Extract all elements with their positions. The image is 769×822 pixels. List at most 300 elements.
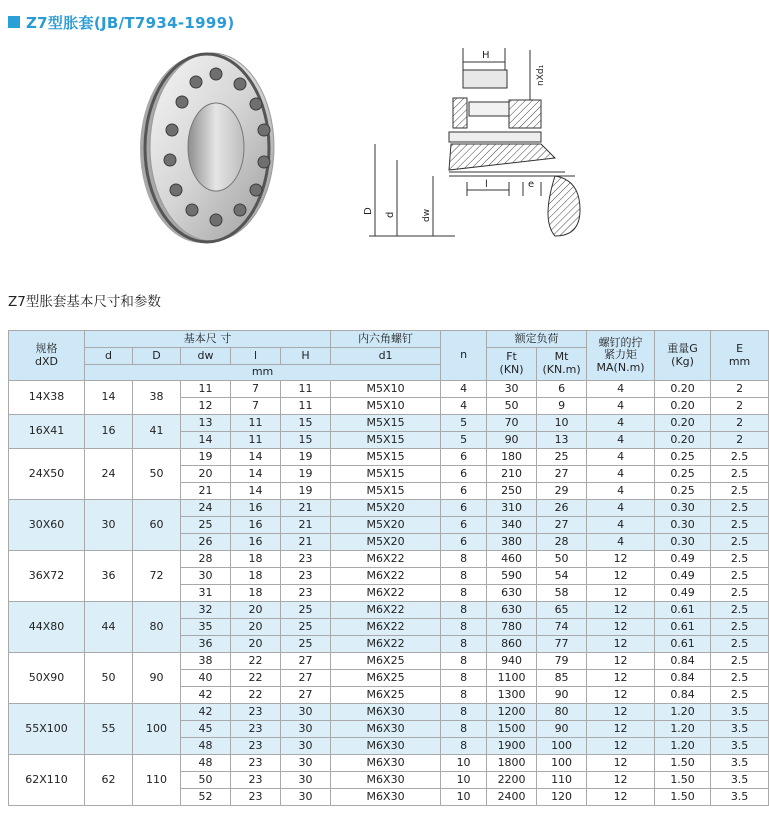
col-ft-header: Ft (KN) [487, 348, 537, 381]
cell-dw: 40 [181, 670, 231, 687]
col-e-header: E mm [711, 331, 769, 381]
cell-d: 14 [85, 381, 133, 415]
cell-l: 20 [231, 602, 281, 619]
dim-H-label: H [482, 50, 490, 61]
cell-mt: 110 [537, 772, 587, 789]
cell-n: 10 [441, 789, 487, 806]
col-mm-unit-header: mm [85, 365, 441, 381]
cell-e: 2.5 [711, 466, 769, 483]
cell-n: 4 [441, 381, 487, 398]
cell-weight: 1.50 [655, 755, 711, 772]
cell-e: 2.5 [711, 500, 769, 517]
cell-spec: 44X80 [9, 602, 85, 653]
cell-d1: M5X15 [331, 449, 441, 466]
cell-e: 3.5 [711, 721, 769, 738]
col-mt-header: Mt (KN.m) [537, 348, 587, 381]
cell-torque: 4 [587, 500, 655, 517]
cell-torque: 12 [587, 636, 655, 653]
cell-H: 30 [281, 755, 331, 772]
cell-torque: 12 [587, 721, 655, 738]
cell-weight: 0.25 [655, 449, 711, 466]
cell-ft: 1900 [487, 738, 537, 755]
cell-ft: 250 [487, 483, 537, 500]
cell-torque: 12 [587, 789, 655, 806]
cell-ft: 630 [487, 585, 537, 602]
cell-D: 50 [133, 449, 181, 500]
cell-n: 4 [441, 398, 487, 415]
cell-e: 2.5 [711, 670, 769, 687]
cell-ft: 2200 [487, 772, 537, 789]
cell-H: 30 [281, 721, 331, 738]
col-d1-header: d1 [331, 348, 441, 365]
cell-torque: 12 [587, 772, 655, 789]
cell-H: 19 [281, 466, 331, 483]
cell-e: 3.5 [711, 704, 769, 721]
cell-n: 10 [441, 772, 487, 789]
cell-spec: 50X90 [9, 653, 85, 704]
cell-D: 41 [133, 415, 181, 449]
cell-torque: 12 [587, 704, 655, 721]
cell-ft: 30 [487, 381, 537, 398]
cell-mt: 9 [537, 398, 587, 415]
cell-H: 15 [281, 432, 331, 449]
cell-l: 11 [231, 432, 281, 449]
cell-weight: 0.61 [655, 619, 711, 636]
table-row [9, 449, 769, 466]
cell-mt: 27 [537, 517, 587, 534]
cell-dw: 42 [181, 704, 231, 721]
cell-dw: 14 [181, 432, 231, 449]
cell-ft: 630 [487, 602, 537, 619]
cell-e: 2.5 [711, 687, 769, 704]
cell-weight: 0.25 [655, 483, 711, 500]
table-row [9, 551, 769, 568]
cell-n: 8 [441, 636, 487, 653]
cell-D: 60 [133, 500, 181, 551]
cell-H: 19 [281, 449, 331, 466]
cell-H: 23 [281, 551, 331, 568]
cell-e: 2.5 [711, 551, 769, 568]
cell-mt: 77 [537, 636, 587, 653]
cell-d: 24 [85, 449, 133, 500]
cell-ft: 310 [487, 500, 537, 517]
cell-ft: 780 [487, 619, 537, 636]
cell-ft: 90 [487, 432, 537, 449]
cell-dw: 20 [181, 466, 231, 483]
cell-mt: 50 [537, 551, 587, 568]
cell-D: 72 [133, 551, 181, 602]
cell-d1: M6X22 [331, 568, 441, 585]
cell-l: 23 [231, 789, 281, 806]
cell-torque: 4 [587, 534, 655, 551]
cell-d1: M5X15 [331, 483, 441, 500]
dim-d-label: d [385, 211, 396, 218]
cell-e: 2.5 [711, 585, 769, 602]
cell-mt: 90 [537, 687, 587, 704]
cell-n: 8 [441, 670, 487, 687]
cell-mt: 90 [537, 721, 587, 738]
cell-d1: M5X20 [331, 534, 441, 551]
cell-H: 23 [281, 585, 331, 602]
cell-torque: 4 [587, 449, 655, 466]
cell-d1: M5X10 [331, 381, 441, 398]
cell-e: 2.5 [711, 653, 769, 670]
cell-e: 2.5 [711, 517, 769, 534]
cell-ft: 1300 [487, 687, 537, 704]
cell-d: 55 [85, 704, 133, 755]
cell-weight: 0.49 [655, 568, 711, 585]
cell-dw: 24 [181, 500, 231, 517]
cell-weight: 0.30 [655, 517, 711, 534]
cell-d: 44 [85, 602, 133, 653]
cell-d1: M6X25 [331, 687, 441, 704]
cell-weight: 1.20 [655, 704, 711, 721]
cell-e: 2 [711, 432, 769, 449]
cell-l: 16 [231, 534, 281, 551]
table-title: Z7型胀套基本尺寸和参数 [8, 294, 161, 310]
cell-torque: 4 [587, 483, 655, 500]
cell-dw: 45 [181, 721, 231, 738]
cell-ft: 860 [487, 636, 537, 653]
cell-e: 2.5 [711, 619, 769, 636]
cell-l: 18 [231, 551, 281, 568]
dim-l-label: l [485, 179, 488, 190]
cell-dw: 48 [181, 738, 231, 755]
cell-H: 30 [281, 789, 331, 806]
cell-H: 23 [281, 568, 331, 585]
cell-dw: 35 [181, 619, 231, 636]
cell-l: 23 [231, 755, 281, 772]
cell-H: 11 [281, 381, 331, 398]
cell-spec: 36X72 [9, 551, 85, 602]
cell-d1: M5X15 [331, 432, 441, 449]
cell-n: 8 [441, 653, 487, 670]
cell-weight: 1.20 [655, 721, 711, 738]
cell-D: 80 [133, 602, 181, 653]
cell-l: 18 [231, 585, 281, 602]
cell-d1: M6X30 [331, 789, 441, 806]
cell-n: 6 [441, 517, 487, 534]
cell-l: 16 [231, 517, 281, 534]
cell-weight: 0.84 [655, 670, 711, 687]
cell-mt: 28 [537, 534, 587, 551]
cell-e: 2.5 [711, 483, 769, 500]
cell-dw: 50 [181, 772, 231, 789]
cell-H: 30 [281, 772, 331, 789]
cell-mt: 54 [537, 568, 587, 585]
cell-mt: 10 [537, 415, 587, 432]
cell-spec: 16X41 [9, 415, 85, 449]
cell-e: 3.5 [711, 738, 769, 755]
cell-dw: 52 [181, 789, 231, 806]
cell-ft: 460 [487, 551, 537, 568]
heading-square-icon [8, 16, 20, 28]
cell-weight: 0.20 [655, 381, 711, 398]
cell-e: 2 [711, 398, 769, 415]
cell-mt: 65 [537, 602, 587, 619]
cell-H: 21 [281, 500, 331, 517]
cell-e: 2.5 [711, 602, 769, 619]
cell-l: 16 [231, 500, 281, 517]
cell-d1: M6X30 [331, 772, 441, 789]
cell-d: 62 [85, 755, 133, 806]
cell-d: 30 [85, 500, 133, 551]
cell-mt: 26 [537, 500, 587, 517]
cell-ft: 340 [487, 517, 537, 534]
cell-ft: 380 [487, 534, 537, 551]
cell-weight: 0.30 [655, 500, 711, 517]
col-d-header: d [85, 348, 133, 365]
cell-D: 90 [133, 653, 181, 704]
col-weight-header: 重量G (Kg) [655, 331, 711, 381]
cell-d1: M5X10 [331, 398, 441, 415]
cell-d1: M6X25 [331, 653, 441, 670]
cell-n: 6 [441, 534, 487, 551]
cell-weight: 0.61 [655, 636, 711, 653]
cell-e: 2.5 [711, 636, 769, 653]
cell-H: 19 [281, 483, 331, 500]
cell-n: 8 [441, 585, 487, 602]
cell-l: 23 [231, 738, 281, 755]
cell-H: 21 [281, 534, 331, 551]
col-screw-header: 内六角螺钉 [331, 331, 441, 348]
cell-torque: 4 [587, 381, 655, 398]
cell-d: 16 [85, 415, 133, 449]
cell-mt: 27 [537, 466, 587, 483]
cell-l: 20 [231, 619, 281, 636]
cell-H: 30 [281, 704, 331, 721]
col-H-header: H [281, 348, 331, 365]
cell-H: 27 [281, 670, 331, 687]
cell-D: 100 [133, 704, 181, 755]
cell-n: 10 [441, 755, 487, 772]
dim-e-label: e [528, 179, 535, 190]
table-row [9, 381, 769, 398]
col-spec-header: 规格 dXD [9, 331, 85, 381]
col-dw-header: dw [181, 348, 231, 365]
cell-H: 30 [281, 738, 331, 755]
cell-mt: 85 [537, 670, 587, 687]
cell-d1: M6X22 [331, 602, 441, 619]
cell-e: 3.5 [711, 772, 769, 789]
cell-torque: 4 [587, 432, 655, 449]
cell-D: 110 [133, 755, 181, 806]
cell-dw: 11 [181, 381, 231, 398]
cell-d1: M6X22 [331, 585, 441, 602]
cell-torque: 4 [587, 466, 655, 483]
cell-d1: M5X15 [331, 466, 441, 483]
cell-ft: 1200 [487, 704, 537, 721]
cell-e: 2.5 [711, 449, 769, 466]
cell-torque: 4 [587, 415, 655, 432]
cell-H: 27 [281, 653, 331, 670]
cell-d1: M6X22 [331, 636, 441, 653]
cell-n: 8 [441, 687, 487, 704]
cell-mt: 100 [537, 738, 587, 755]
cell-d1: M6X22 [331, 551, 441, 568]
cell-l: 23 [231, 704, 281, 721]
cell-ft: 210 [487, 466, 537, 483]
dim-D-label: D [363, 207, 374, 215]
cell-e: 3.5 [711, 789, 769, 806]
cell-e: 2.5 [711, 568, 769, 585]
table-row [9, 602, 769, 619]
col-basic-dims-header: 基本尺 寸 [85, 331, 331, 348]
cell-e: 2 [711, 381, 769, 398]
cell-d: 50 [85, 653, 133, 704]
cell-H: 25 [281, 636, 331, 653]
cell-n: 8 [441, 568, 487, 585]
col-rated-load-header: 额定负荷 [487, 331, 587, 348]
cell-H: 27 [281, 687, 331, 704]
cell-torque: 12 [587, 551, 655, 568]
cell-d1: M6X22 [331, 619, 441, 636]
cell-l: 7 [231, 381, 281, 398]
cell-mt: 120 [537, 789, 587, 806]
cell-weight: 0.49 [655, 585, 711, 602]
cell-n: 6 [441, 466, 487, 483]
cell-n: 8 [441, 738, 487, 755]
cell-dw: 12 [181, 398, 231, 415]
cell-n: 8 [441, 619, 487, 636]
cell-dw: 19 [181, 449, 231, 466]
cell-weight: 1.50 [655, 772, 711, 789]
cell-dw: 38 [181, 653, 231, 670]
cell-weight: 0.20 [655, 432, 711, 449]
cell-ft: 50 [487, 398, 537, 415]
cell-mt: 80 [537, 704, 587, 721]
cell-l: 18 [231, 568, 281, 585]
cell-torque: 4 [587, 517, 655, 534]
cell-ft: 1100 [487, 670, 537, 687]
table-row [9, 415, 769, 432]
cell-dw: 31 [181, 585, 231, 602]
spec-table [8, 330, 769, 806]
cell-H: 21 [281, 517, 331, 534]
cell-weight: 0.49 [655, 551, 711, 568]
dim-nxd-label: nXd₁ [536, 64, 546, 86]
cell-n: 6 [441, 449, 487, 466]
cell-torque: 4 [587, 398, 655, 415]
cell-l: 23 [231, 772, 281, 789]
col-D-header: D [133, 348, 181, 365]
cell-d1: M6X30 [331, 738, 441, 755]
cell-n: 8 [441, 602, 487, 619]
cell-dw: 26 [181, 534, 231, 551]
cell-e: 3.5 [711, 755, 769, 772]
cell-d1: M6X30 [331, 704, 441, 721]
cell-weight: 0.84 [655, 653, 711, 670]
cell-weight: 0.25 [655, 466, 711, 483]
cell-ft: 940 [487, 653, 537, 670]
cell-n: 8 [441, 551, 487, 568]
cell-n: 5 [441, 415, 487, 432]
cell-torque: 12 [587, 738, 655, 755]
cell-n: 6 [441, 500, 487, 517]
cell-mt: 29 [537, 483, 587, 500]
cell-ft: 2400 [487, 789, 537, 806]
cell-l: 23 [231, 721, 281, 738]
cell-dw: 32 [181, 602, 231, 619]
cell-l: 14 [231, 483, 281, 500]
cell-n: 8 [441, 704, 487, 721]
cell-weight: 1.50 [655, 789, 711, 806]
cell-torque: 12 [587, 568, 655, 585]
cell-mt: 74 [537, 619, 587, 636]
cell-torque: 12 [587, 619, 655, 636]
cell-weight: 0.61 [655, 602, 711, 619]
cell-dw: 25 [181, 517, 231, 534]
cell-l: 22 [231, 653, 281, 670]
cell-ft: 70 [487, 415, 537, 432]
cell-d1: M5X20 [331, 517, 441, 534]
heading-text: Z7型胀套(JB/T7934-1999) [26, 13, 235, 32]
cell-dw: 13 [181, 415, 231, 432]
cell-l: 14 [231, 466, 281, 483]
cell-mt: 13 [537, 432, 587, 449]
dim-dw-label: dw [422, 208, 432, 222]
cell-ft: 1500 [487, 721, 537, 738]
cell-ft: 590 [487, 568, 537, 585]
cell-dw: 48 [181, 755, 231, 772]
cell-n: 5 [441, 432, 487, 449]
cell-weight: 1.20 [655, 738, 711, 755]
cell-torque: 12 [587, 602, 655, 619]
cell-torque: 12 [587, 687, 655, 704]
cell-n: 6 [441, 483, 487, 500]
cell-torque: 12 [587, 755, 655, 772]
cell-d1: M5X20 [331, 500, 441, 517]
cell-torque: 12 [587, 585, 655, 602]
cell-d1: M5X15 [331, 415, 441, 432]
cell-H: 25 [281, 619, 331, 636]
cell-D: 38 [133, 381, 181, 415]
cell-weight: 0.20 [655, 415, 711, 432]
cell-mt: 58 [537, 585, 587, 602]
cell-dw: 42 [181, 687, 231, 704]
table-row [9, 653, 769, 670]
cell-spec: 62X110 [9, 755, 85, 806]
col-l-header: l [231, 348, 281, 365]
cell-mt: 6 [537, 381, 587, 398]
cell-n: 8 [441, 721, 487, 738]
cell-mt: 25 [537, 449, 587, 466]
cell-dw: 21 [181, 483, 231, 500]
cell-H: 25 [281, 602, 331, 619]
cell-d1: M6X30 [331, 721, 441, 738]
cell-spec: 14X38 [9, 381, 85, 415]
cell-dw: 36 [181, 636, 231, 653]
cell-d1: M6X25 [331, 670, 441, 687]
cell-e: 2.5 [711, 534, 769, 551]
cell-spec: 55X100 [9, 704, 85, 755]
cell-spec: 30X60 [9, 500, 85, 551]
product-photo [130, 42, 290, 247]
cross-section-drawing [345, 40, 590, 250]
cell-ft: 180 [487, 449, 537, 466]
spec-table-body [9, 381, 769, 806]
cell-d: 36 [85, 551, 133, 602]
cell-ft: 1800 [487, 755, 537, 772]
cell-weight: 0.84 [655, 687, 711, 704]
cell-l: 20 [231, 636, 281, 653]
cell-l: 22 [231, 687, 281, 704]
cell-weight: 0.30 [655, 534, 711, 551]
cell-l: 11 [231, 415, 281, 432]
cell-H: 11 [281, 398, 331, 415]
cell-l: 22 [231, 670, 281, 687]
cell-mt: 79 [537, 653, 587, 670]
